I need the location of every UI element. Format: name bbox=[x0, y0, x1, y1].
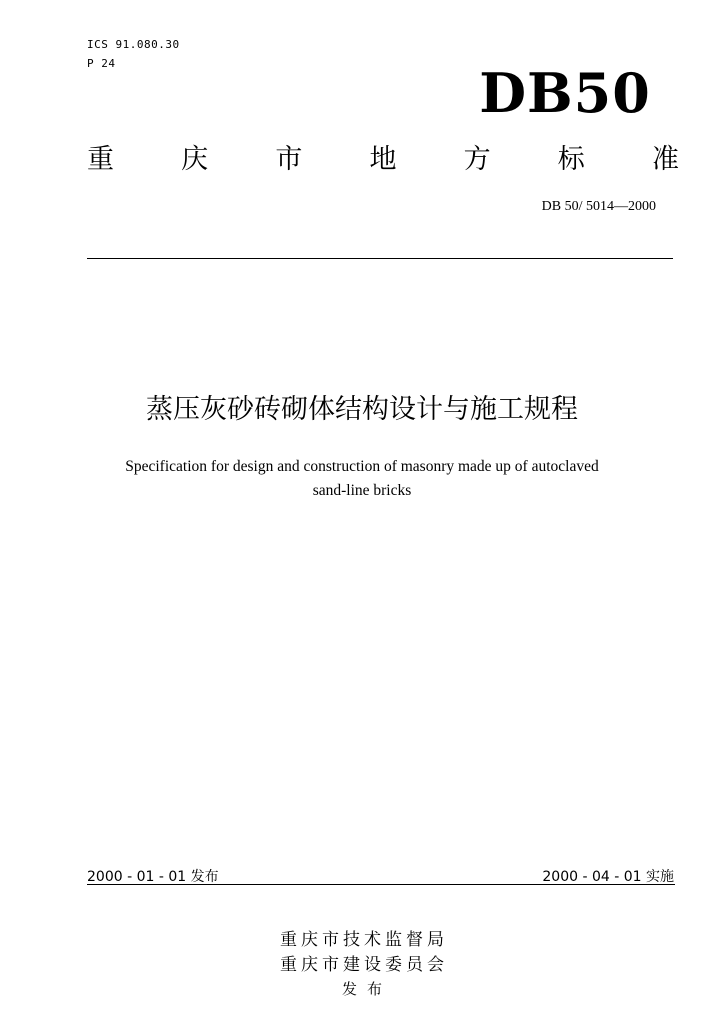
issue-date: 2000 - 01 - 01 发布 bbox=[87, 869, 219, 885]
title-english-line1: Specification for design and construction of masonry made up of autoclaved bbox=[125, 458, 599, 475]
ics-code: ICS 91.080.30 bbox=[87, 38, 180, 51]
standard-type-char: 市 bbox=[275, 144, 303, 175]
title-chinese: 蒸压灰砂砖砌体结构设计与施工规程 bbox=[146, 394, 578, 425]
bottom-divider bbox=[87, 884, 675, 885]
standard-type bbox=[87, 142, 679, 178]
standard-number: DB 50/ 5014—2000 bbox=[541, 199, 656, 214]
standard-type-char: 标 bbox=[557, 144, 585, 175]
standard-type-char: 准 bbox=[651, 144, 679, 175]
issuing-authorities bbox=[0, 928, 724, 978]
standard-logo: DB50 bbox=[479, 61, 651, 125]
issuer-technical-supervision: 重庆市技术监督局 bbox=[280, 930, 448, 950]
issued-label: 发布 bbox=[341, 980, 392, 998]
standard-type-char: 庆 bbox=[181, 144, 209, 175]
title-english bbox=[60, 455, 664, 503]
implementation-date: 2000 - 04 - 01 实施 bbox=[542, 869, 674, 885]
title-english-line2: sand-line bricks bbox=[312, 482, 412, 499]
standard-type-char: 地 bbox=[369, 144, 397, 175]
issuer-construction-committee: 重庆市建设委员会 bbox=[280, 955, 448, 975]
top-divider bbox=[87, 258, 673, 259]
standard-type-char: 方 bbox=[463, 144, 491, 175]
classification-code: P 24 bbox=[87, 57, 116, 70]
standard-type-char: 重 bbox=[87, 144, 114, 175]
